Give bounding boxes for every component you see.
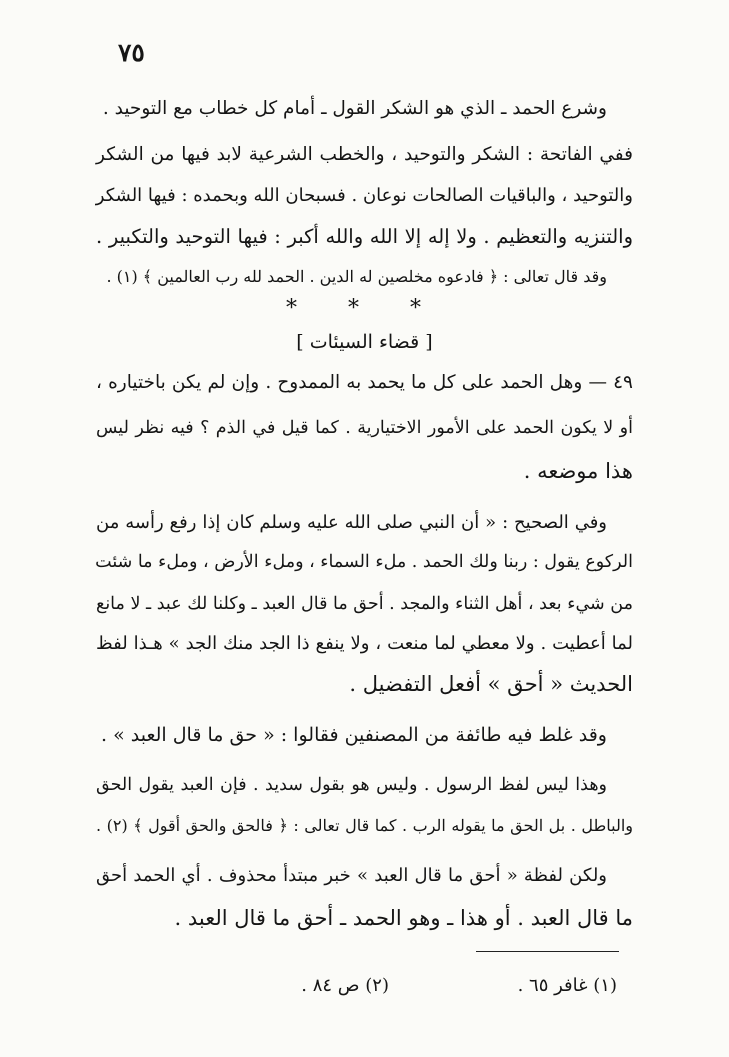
text-line: ولكن لفظة « أحق ما قال العبد » خبر مبتدأ محذوف . أي الحمد أحق <box>96 865 607 886</box>
text-line: وقد قال تعالى : ﴿ فادعوه مخلصين له الدين . الحمد لله رب العالمين ﴾ (١) . <box>106 267 607 286</box>
text-line: الحديث « أحق » أفعل التفضيل . <box>349 672 633 696</box>
text-line: والتوحيد ، والباقيات الصالحات نوعان . فسبحان الله وبحمده : فيها الشكر <box>95 185 633 206</box>
footnote-2: (٢) ص ٨٤ . <box>301 975 389 996</box>
text-line: وفي الصحيح : « أن النبي صلى الله عليه وسلم كان إذا رفع رأسه من <box>96 512 607 533</box>
text-line: هذا موضعه . <box>523 459 633 483</box>
text-line: أو لا يكون الحمد على الأمور الاختيارية . كما قيل في الذم ؟ فيه نظر ليس <box>96 418 633 438</box>
text-line: لما أعطيت . ولا معطي لما منعت ، ولا ينفع ذا الجد منك الجد » هـذا لفظ <box>96 633 633 654</box>
text-line: وشرع الحمد ـ الذي هو الشكر القول ـ أمام كل خطاب مع التوحيد . <box>102 98 607 119</box>
section-separator-stars: * * * <box>286 296 443 321</box>
text-line: والتنزيه والتعظيم . ولا إله إلا الله والله أكبر : فيها التوحيد والتكبير . <box>96 225 633 248</box>
text-line: وقد غلط فيه طائفة من المصنفين فقالوا : « حق ما قال العبد » . <box>101 724 607 746</box>
text-line: من شيء بعد ، أهل الثناء والمجد . أحق ما قال العبد ـ وكلنا لك عبد ـ لا مانع <box>96 594 633 614</box>
text-line: والباطل . بل الحق ما يقوله الرب . كما قال تعالى : ﴿ فالحق والحق أقول ﴾ (٢) . <box>96 816 633 835</box>
text-line: الركوع يقول : ربنا ولك الحمد . ملء السماء ، وملء الأرض ، وملء ما شئت <box>95 552 633 572</box>
section-heading: [ قضاء السيئات ] <box>296 331 433 353</box>
page-number: ٧٥ <box>118 38 145 67</box>
footnote-1: (١) غافر ٦٥ . <box>517 975 617 996</box>
footnote-rule <box>476 951 619 952</box>
text-line: ما قال العبد . أو هذا ـ وهو الحمد ـ أحق ما قال العبد . <box>174 906 633 930</box>
text-line: وهذا ليس لفظ الرسول . وليس هو بقول سديد . فإن العبد يقول الحق <box>96 775 607 795</box>
text-line: ففي الفاتحة : الشكر والتوحيد ، والخطب الشرعية لابد فيها من الشكر <box>96 144 633 165</box>
text-line: ٤٩ — وهل الحمد على كل ما يحمد به الممدوح . وإن لم يكن باختياره ، <box>96 372 633 393</box>
